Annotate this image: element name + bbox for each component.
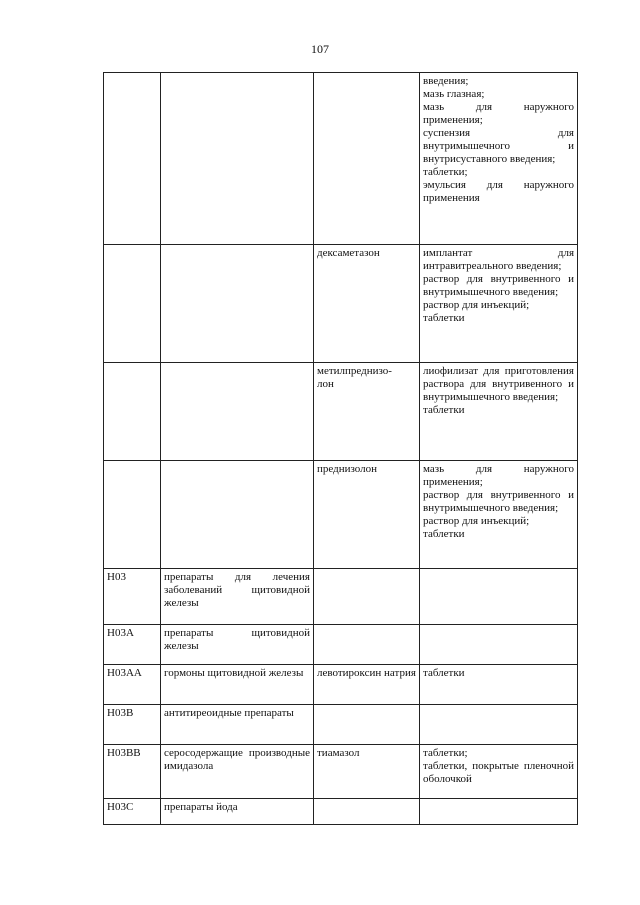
group-cell	[161, 363, 314, 461]
atc-code-cell	[104, 461, 161, 569]
table-row	[104, 625, 578, 665]
table-row	[104, 245, 578, 363]
table-row	[104, 363, 578, 461]
table-row	[104, 461, 578, 569]
atc-code-cell	[104, 245, 161, 363]
drug-name-cell	[314, 73, 420, 245]
dosage-form-cell	[420, 705, 578, 745]
dosage-form-cell: таблетки; таблетки, покрытые пленочной оболочкой	[420, 745, 578, 799]
group-cell: антитиреоидные препараты	[161, 705, 314, 745]
atc-code-cell: H03	[104, 569, 161, 625]
drug-name-cell	[314, 799, 420, 825]
dosage-form-cell: введения; мазь глазная; мазь для наружного применения; суспензия для внутримышечного и внутрисуставного введения; таблетки; эмульсия для наружного применения	[420, 73, 578, 245]
drug-name-cell: тиамазол	[314, 745, 420, 799]
table-row	[104, 705, 578, 745]
dosage-form-cell	[420, 625, 578, 665]
atc-code-cell: H03C	[104, 799, 161, 825]
atc-code-cell: H03A	[104, 625, 161, 665]
group-cell	[161, 461, 314, 569]
group-cell: гормоны щитовидной железы	[161, 665, 314, 705]
table-row	[104, 665, 578, 705]
drug-name-cell	[314, 569, 420, 625]
drug-name-cell: дексаметазон	[314, 245, 420, 363]
table-row	[104, 73, 578, 245]
table-row	[104, 569, 578, 625]
group-cell: препараты йода	[161, 799, 314, 825]
atc-code-cell: H03BB	[104, 745, 161, 799]
atc-code-cell: H03B	[104, 705, 161, 745]
dosage-form-cell	[420, 569, 578, 625]
drug-name-cell	[314, 625, 420, 665]
drug-name-cell: метилпреднизо- лон	[314, 363, 420, 461]
table-row	[104, 799, 578, 825]
group-cell: препараты для лечения заболеваний щитовидной железы	[161, 569, 314, 625]
drug-table	[103, 72, 578, 825]
drug-name-cell: левотироксин натрия	[314, 665, 420, 705]
dosage-form-cell	[420, 799, 578, 825]
atc-code-cell	[104, 73, 161, 245]
table-row	[104, 745, 578, 799]
group-cell	[161, 245, 314, 363]
drug-name-cell: преднизолон	[314, 461, 420, 569]
drug-name-cell	[314, 705, 420, 745]
page-number: 107	[311, 42, 329, 56]
dosage-form-cell: мазь для наружного применения; раствор для внутривенного и внутримышечного введения; раствор для инъекций; таблетки	[420, 461, 578, 569]
group-cell	[161, 73, 314, 245]
dosage-form-cell: лиофилизат для приготовления раствора для внутривенного и внутримышечного введения; таблетки	[420, 363, 578, 461]
atc-code-cell: H03AA	[104, 665, 161, 705]
group-cell: препараты щитовидной железы	[161, 625, 314, 665]
group-cell: серосодержащие производные имидазола	[161, 745, 314, 799]
atc-code-cell	[104, 363, 161, 461]
dosage-form-cell: таблетки	[420, 665, 578, 705]
dosage-form-cell: имплантат для интравитреального введения; раствор для внутривенного и внутримышечного введения; раствор для инъекций; таблетки	[420, 245, 578, 363]
